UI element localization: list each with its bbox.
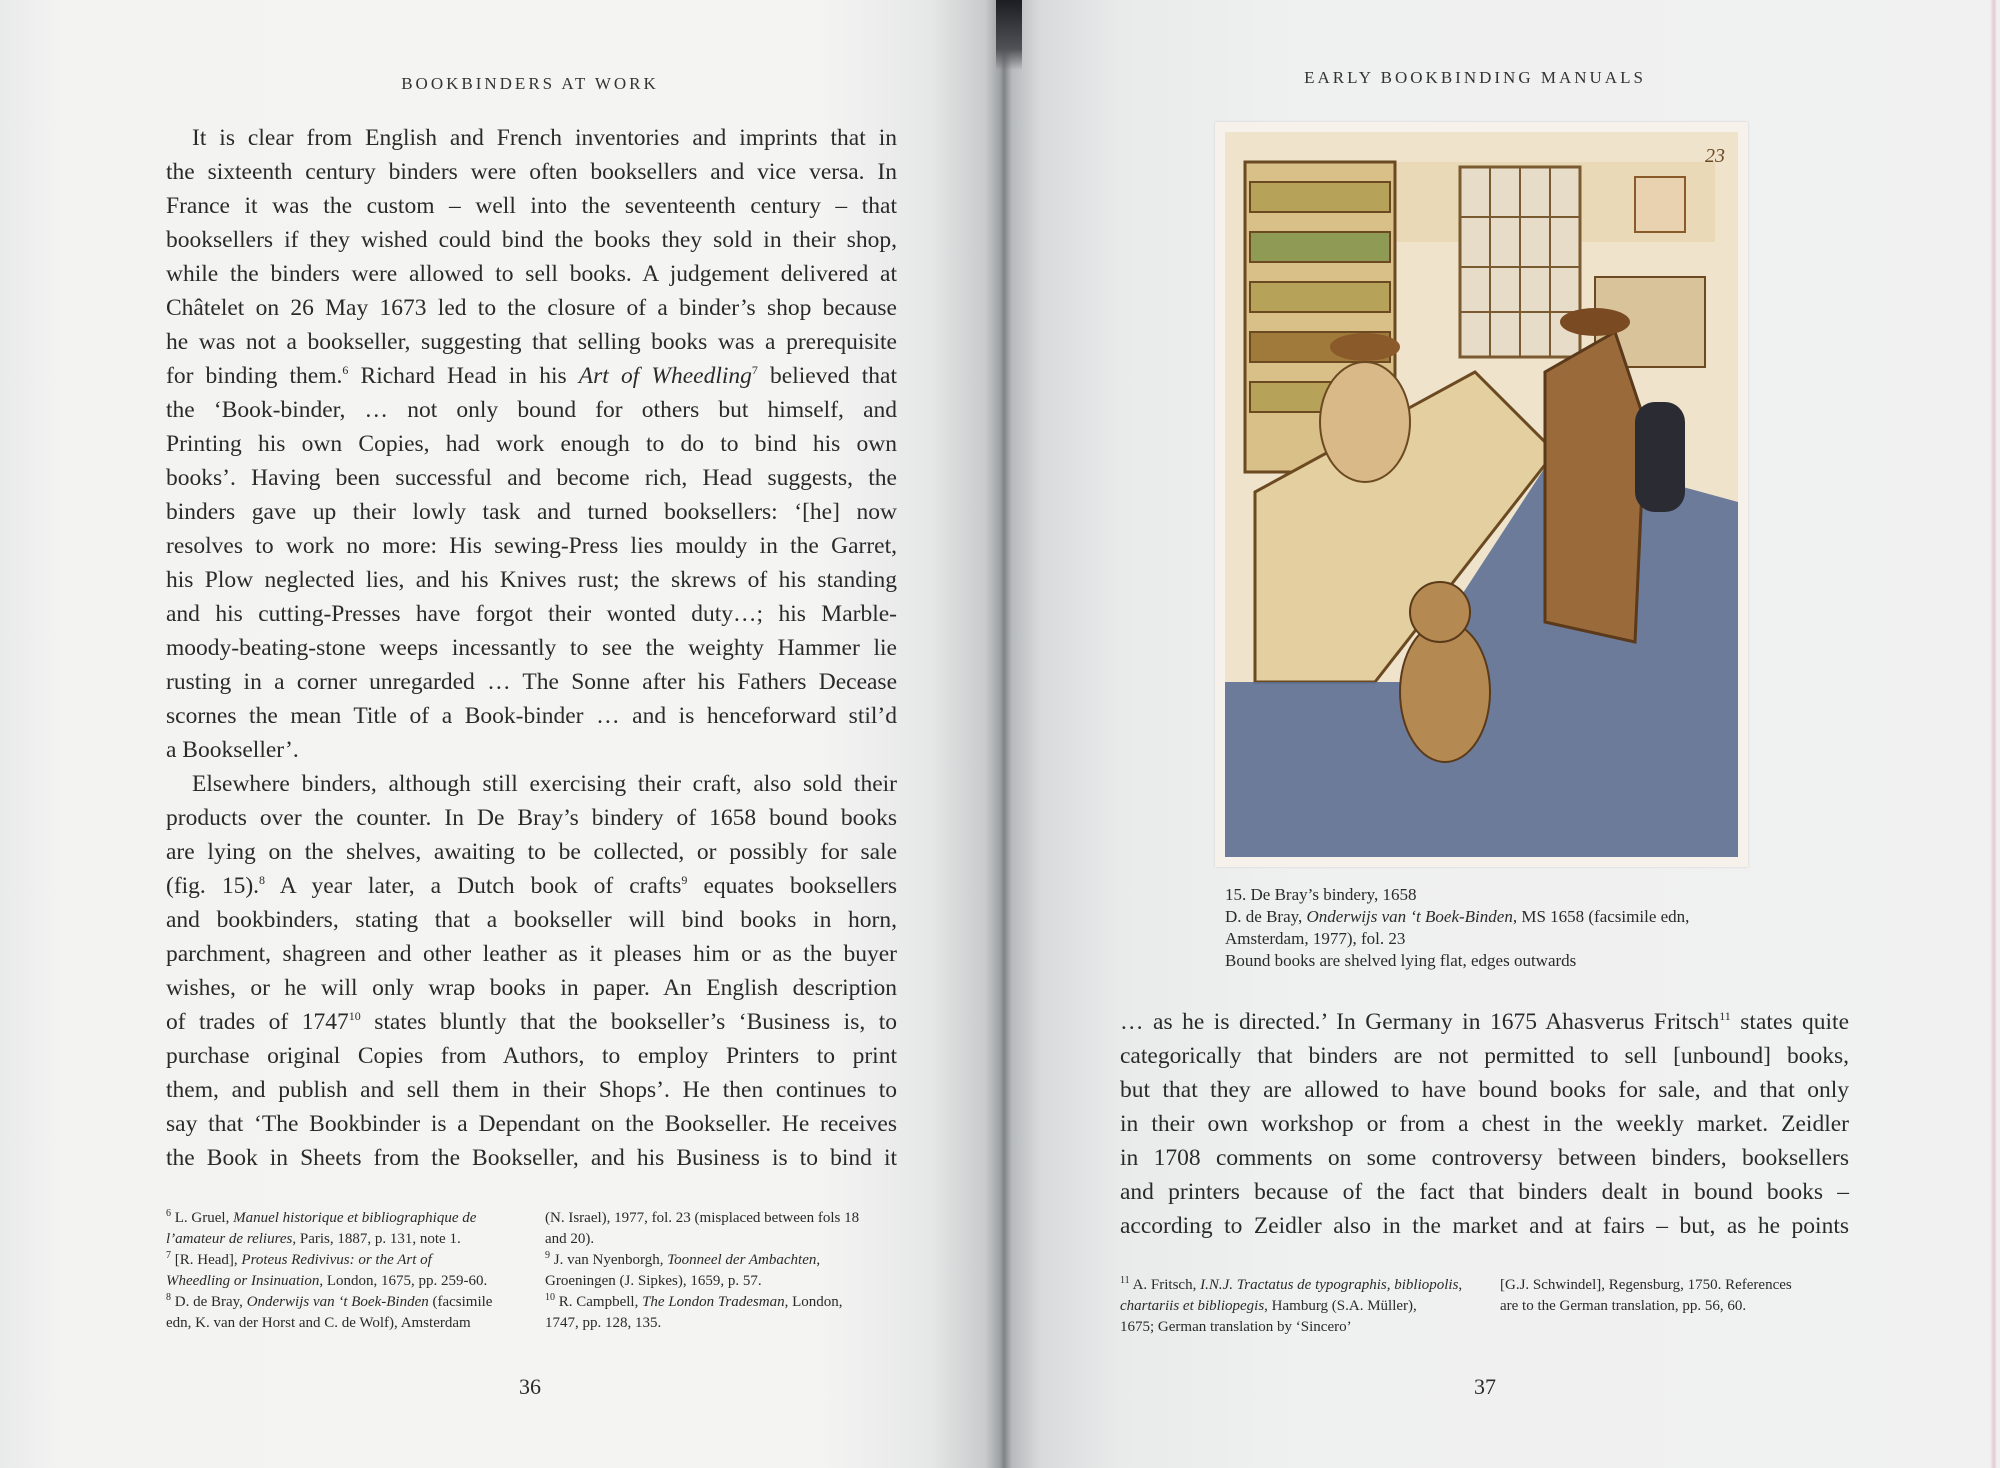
text-line xyxy=(545,1229,900,1250)
text-line xyxy=(166,563,897,597)
text-line xyxy=(166,189,897,223)
footnote-ref: 10 xyxy=(545,1292,555,1303)
text-run: A year later, a Dutch book of crafts xyxy=(265,873,682,899)
text-line xyxy=(545,1250,900,1271)
italic-title: Manuel historique et bibliographique de xyxy=(233,1210,477,1226)
text-run: (N. Israel), 1977, fol. 23 (misplaced between fols 18 xyxy=(545,1210,860,1226)
text-line xyxy=(1225,906,1689,928)
text-run: scornes the mean Title of a Book-binder … and is henceforward stil’d xyxy=(166,703,897,729)
text-run: a Bookseller’. xyxy=(166,737,299,763)
text-line xyxy=(166,1271,516,1292)
left-footnotes-col1 xyxy=(166,1208,516,1334)
italic-title: I.N.J. Tractatus de typographis, bibliopolis, xyxy=(1200,1277,1463,1293)
text-run: them, and publish and sell them in their Shops’. He then continues to xyxy=(166,1077,897,1103)
text-run: binders gave up their lowly task and turned booksellers: ‘[he] now xyxy=(166,499,897,525)
text-run: the sixteenth century binders were often booksellers and vice versa. In xyxy=(166,159,897,185)
text-run: of trades of 1747 xyxy=(166,1009,349,1035)
text-line xyxy=(166,733,897,767)
text-line xyxy=(166,1313,516,1334)
text-run: products over the counter. In De Bray’s bindery of 1658 bound books xyxy=(166,805,897,831)
text-run: , MS 1658 (facsimile edn, xyxy=(1512,907,1690,926)
text-line xyxy=(1500,1296,1850,1317)
text-run: J. van Nyenborgh, xyxy=(550,1252,668,1268)
wall-picture xyxy=(1635,177,1685,232)
text-run: moody-beating-stone weeps incessantly to see the weighty Hammer lie xyxy=(166,635,897,661)
text-run: [G.J. Schwindel], Regensburg, 1750. References xyxy=(1500,1277,1792,1293)
text-line xyxy=(166,1292,516,1313)
text-run: R. Campbell, xyxy=(555,1294,643,1310)
text-line xyxy=(166,699,897,733)
text-run: resolves to work no more: His sewing-Press lies mouldy in the Garret, xyxy=(166,533,897,559)
text-run: are lying on the shelves, awaiting to be collected, or possibly for sale xyxy=(166,839,897,865)
text-line xyxy=(166,393,897,427)
text-run: (fig. 15). xyxy=(166,873,260,899)
text-line xyxy=(166,971,897,1005)
text-run: believed that xyxy=(757,363,897,389)
bookseller-figure xyxy=(1545,332,1645,642)
text-run: states quite xyxy=(1730,1009,1849,1035)
text-line xyxy=(1120,1175,1849,1209)
text-run: his Plow neglected lies, and his Knives rust; the skrews of his standing xyxy=(166,567,897,593)
right-running-head: EARLY BOOKBINDING MANUALS xyxy=(1304,68,1646,87)
text-line xyxy=(1120,1317,1470,1338)
figure-bindery-illustration xyxy=(1215,122,1748,867)
text-run: the Book in Sheets from the Bookseller, and his Business is to bind it xyxy=(166,1145,897,1171)
text-run: wishes, or he will only wrap books in paper. An English description xyxy=(166,975,897,1001)
text-line xyxy=(545,1313,900,1334)
text-run: and 20). xyxy=(545,1231,595,1247)
text-line xyxy=(166,359,897,393)
text-line xyxy=(166,1005,897,1039)
text-run: … as he is directed.’ In Germany in 1675 Ahasverus Fritsch xyxy=(1120,1009,1720,1035)
text-run: Richard Head in his xyxy=(348,363,579,389)
text-run: while the binders were allowed to sell books. A judgement delivered at xyxy=(166,261,897,287)
text-run: It is clear from English and French inventories and imprints that in xyxy=(192,125,897,151)
text-line xyxy=(545,1271,900,1292)
text-run: categorically that binders are not permitted to sell [unbound] books, xyxy=(1120,1043,1849,1069)
footnote-ref: 8 xyxy=(259,873,266,887)
text-line xyxy=(166,155,897,189)
text-run: parchment, shagreen and other leather as it pleases him or as the buyer xyxy=(166,941,897,967)
text-line xyxy=(1120,1039,1849,1073)
text-run: D. de Bray, xyxy=(171,1294,247,1310)
text-line xyxy=(166,223,897,257)
text-run: the ‘Book-binder, … not only bound for others but himself, and xyxy=(166,397,897,423)
text-run: , London, xyxy=(784,1294,843,1310)
text-line xyxy=(1120,1209,1849,1243)
bindery-drawing xyxy=(1215,122,1748,867)
italic-title: Proteus Redivivus: or the Art of xyxy=(241,1252,432,1268)
text-run: D. de Bray, xyxy=(1225,907,1307,926)
text-run: (facsimile xyxy=(428,1294,493,1310)
footnote-ref: 8 xyxy=(166,1292,171,1303)
text-run: but that they are allowed to have bound books for sale, and that only xyxy=(1120,1077,1849,1103)
text-line xyxy=(166,1208,516,1229)
text-line xyxy=(166,1039,897,1073)
text-line xyxy=(166,903,897,937)
text-run: Elsewhere binders, although still exercising their craft, also sold their xyxy=(192,771,897,797)
text-line xyxy=(166,665,897,699)
text-run: A. Fritsch, xyxy=(1129,1277,1201,1293)
left-body-text xyxy=(166,121,897,1175)
text-run: and bookbinders, stating that a bookseller will bind books in horn, xyxy=(166,907,897,933)
left-footnotes-col2 xyxy=(545,1208,900,1334)
text-line xyxy=(166,1229,516,1250)
footnote-ref: 6 xyxy=(166,1208,171,1219)
text-run: , London, 1675, pp. 259-60. xyxy=(319,1273,488,1289)
left-running-head: BOOKBINDERS AT WORK xyxy=(401,74,659,93)
footnote-ref: 7 xyxy=(166,1250,171,1261)
text-line xyxy=(166,597,897,631)
text-run: purchase original Copies from Authors, to employ Printers to print xyxy=(166,1043,897,1069)
text-line xyxy=(1120,1005,1849,1039)
text-line xyxy=(166,461,897,495)
text-run: Amsterdam, 1977), fol. 23 xyxy=(1225,929,1406,948)
dog xyxy=(1400,622,1490,762)
text-line xyxy=(166,291,897,325)
text-run: edn, K. van der Horst and C. de Wolf), Amsterdam xyxy=(166,1315,471,1331)
italic-title: Art of Wheedling xyxy=(578,363,752,389)
text-run: states bluntly that the bookseller’s ‘Business is, to xyxy=(360,1009,897,1035)
italic-title: Onderwijs van ‘t Boek-Binden xyxy=(246,1294,429,1310)
text-line xyxy=(166,325,897,359)
text-run: he was not a bookseller, suggesting that selling books was a prerequisite xyxy=(166,329,897,355)
text-line xyxy=(166,495,897,529)
text-run: books’. Having been successful and become rich, Head suggests, the xyxy=(166,465,897,491)
text-line xyxy=(166,869,897,903)
binder-figure xyxy=(1320,362,1410,482)
text-line xyxy=(1500,1275,1850,1296)
footnote-ref: 11 xyxy=(1120,1275,1130,1286)
text-run: and printers because of the fact that binders dealt in bound books – xyxy=(1120,1179,1849,1205)
text-run: Groeningen (J. Sipkes), 1659, p. 57. xyxy=(545,1273,762,1289)
text-line xyxy=(1225,950,1689,972)
text-run: equates booksellers xyxy=(687,873,897,899)
text-line xyxy=(166,937,897,971)
text-line xyxy=(1225,884,1689,906)
text-run: 1747, pp. 128, 135. xyxy=(545,1315,662,1331)
text-run: L. Gruel, xyxy=(171,1210,234,1226)
folio-mark: 23 xyxy=(1705,145,1725,167)
footnote-ref: 10 xyxy=(348,1009,361,1023)
text-run: booksellers if they wished could bind the books they sold in their shop, xyxy=(166,227,897,253)
footnote-ref: 11 xyxy=(1719,1009,1731,1023)
figure-caption xyxy=(1225,884,1689,972)
text-run: are to the German translation, pp. 56, 60. xyxy=(1500,1298,1747,1314)
text-line xyxy=(166,1107,897,1141)
text-line xyxy=(1120,1296,1470,1317)
text-run: Bound books are shelved lying flat, edges outwards xyxy=(1225,951,1577,970)
text-run: 1675; German translation by ‘Sincero’ xyxy=(1120,1319,1352,1335)
right-footnotes-col1 xyxy=(1120,1275,1470,1338)
text-line xyxy=(166,529,897,563)
text-line xyxy=(166,427,897,461)
text-run: in their own workshop or from a chest in the weekly market. Zeidler xyxy=(1120,1111,1849,1137)
right-page-number: 37 xyxy=(1474,1374,1496,1399)
text-run: for binding them. xyxy=(166,363,343,389)
text-line xyxy=(166,257,897,291)
italic-title: l’amateur de reliures xyxy=(166,1231,293,1247)
footnote-ref: 7 xyxy=(751,363,758,377)
text-line xyxy=(1225,928,1689,950)
italic-title: Onderwijs van ‘t Boek-Binden xyxy=(1306,907,1513,926)
footnote-ref: 9 xyxy=(545,1250,550,1261)
text-line xyxy=(166,1250,516,1271)
text-run: [R. Head], xyxy=(171,1252,242,1268)
right-body-text xyxy=(1120,1005,1849,1243)
text-run: rusting in a corner unregarded … The Sonne after his Fathers Decease xyxy=(166,669,897,695)
text-line xyxy=(1120,1275,1470,1296)
text-run: Printing his own Copies, had work enough to do to bind his own xyxy=(166,431,897,457)
italic-title: chartariis et bibliopegis xyxy=(1120,1298,1265,1314)
text-line xyxy=(166,631,897,665)
text-line xyxy=(1120,1107,1849,1141)
text-line xyxy=(166,767,897,801)
text-run: and his cutting-Presses have forgot their wonted duty…; his Marble- xyxy=(166,601,897,627)
text-line xyxy=(166,121,897,155)
chair xyxy=(1635,402,1685,512)
text-line xyxy=(166,801,897,835)
text-line xyxy=(1120,1141,1849,1175)
italic-title: The London Tradesman xyxy=(642,1294,785,1310)
gutter-shadow xyxy=(996,0,1022,70)
text-run: 15. De Bray’s bindery, 1658 xyxy=(1225,885,1417,904)
text-run: say that ‘The Bookbinder is a Dependant on the Bookseller. He receives xyxy=(166,1111,897,1137)
italic-title: Toonneel der Ambachten xyxy=(667,1252,817,1268)
text-line xyxy=(545,1208,900,1229)
italic-title: Wheedling or Insinuation xyxy=(166,1273,320,1289)
text-run: in 1708 comments on some controversy between binders, booksellers xyxy=(1120,1145,1849,1171)
text-run: Châtelet on 26 May 1673 led to the closure of a binder’s shop because xyxy=(166,295,897,321)
text-line xyxy=(1120,1073,1849,1107)
text-run: France it was the custom – well into the seventeenth century – that xyxy=(166,193,897,219)
text-line xyxy=(166,1141,897,1175)
text-run: according to Zeidler also in the market and at fairs – but, as he points xyxy=(1120,1213,1849,1239)
right-footnotes-col2 xyxy=(1500,1275,1850,1317)
text-line xyxy=(545,1292,900,1313)
text-line xyxy=(166,835,897,869)
text-line xyxy=(166,1073,897,1107)
footnote-ref: 6 xyxy=(342,363,349,377)
footnote-ref: 9 xyxy=(681,873,688,887)
left-page-number: 36 xyxy=(519,1374,541,1399)
text-run: , Hamburg (S.A. Müller), xyxy=(1264,1298,1417,1314)
text-run: , Paris, 1887, p. 131, note 1. xyxy=(292,1231,461,1247)
text-run: , xyxy=(816,1252,821,1268)
